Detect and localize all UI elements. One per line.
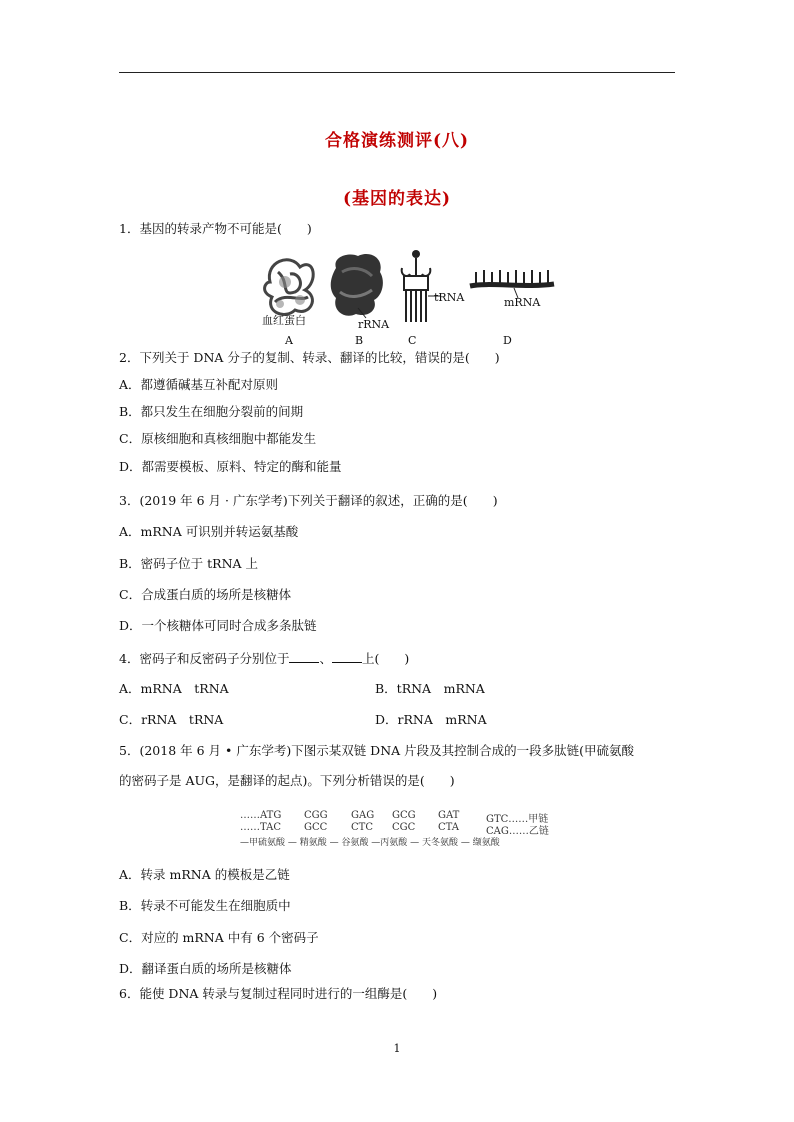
seq-row1-c2: CGG [304, 810, 328, 821]
q5-option-d: D．翻译蛋白质的场所是核糖体 [119, 961, 292, 976]
q1-stem: 1．基因的转录产物不可能是( ) [119, 221, 312, 236]
q2-option-d: D．都需要模板、原料、特定的酶和能量 [119, 459, 342, 474]
rrna-label: rRNA [358, 318, 390, 331]
q3-option-b: B．密码子位于 tRNA 上 [119, 556, 259, 571]
q1-figure [258, 246, 558, 346]
q3-option-c: C．合成蛋白质的场所是核糖体 [119, 587, 292, 602]
q5-option-c: C．对应的 mRNA 中有 6 个密码子 [119, 930, 319, 945]
fig-letter-b: B [355, 334, 364, 347]
hemoglobin-label: 血红蛋白 [262, 314, 306, 327]
fig-letter-d: D [503, 334, 512, 347]
seq-row2-c4: CGC [392, 822, 416, 833]
seq-row1-c1: ……ATG [240, 810, 282, 821]
seq-row2-c3: CTC [351, 822, 373, 833]
q5-stem-line1: 5．(2018 年 6 月 • 广东学考)下图示某双链 DNA 片段及其控制合成的一段多肽链(甲硫氨酸 [119, 743, 635, 758]
q3-option-a: A．mRNA 可识别并转运氨基酸 [119, 524, 299, 539]
q4-stem-part3: 上( ) [361, 651, 410, 666]
q4-stem-part2: 、 [319, 651, 332, 666]
q4-stem-part1: 4．密码子和反密码子分别位于 [119, 651, 290, 666]
q5-stem-line2: 的密码子是 AUG，是翻译的起点)。下列分析错误的是( ) [119, 773, 455, 788]
q4-option-d: D．rRNA mRNA [375, 712, 487, 727]
trna-illustration [394, 246, 444, 326]
q4-option-b: B．tRNA mRNA [375, 681, 485, 696]
seq-row1-c5: GAT [438, 810, 460, 821]
amino-acid-chain: —甲硫氨酸 — 精氨酸 — 谷氨酸 —丙氨酸 — 天冬氨酸 — 缬氨酸 [240, 838, 500, 848]
fig-letter-a: A [285, 334, 293, 347]
q4-option-c: C．rRNA tRNA [119, 712, 224, 727]
q5-option-b: B．转录不可能发生在细胞质中 [119, 898, 291, 913]
q4-stem [119, 650, 409, 667]
q2-option-c: C．原核细胞和真核细胞中都能发生 [119, 431, 317, 446]
dna-sequence-figure [240, 810, 560, 850]
mrna-label: mRNA [504, 296, 541, 309]
seq-row1-c4: GCG [392, 810, 416, 821]
page-title: 合格演练测评(八) [324, 131, 470, 151]
seq-row2-c5: CTA [438, 822, 459, 833]
q2-option-a: A．都遵循碱基互补配对原则 [119, 377, 279, 392]
q4-blank-1 [289, 650, 319, 663]
ribosome-illustration [328, 250, 388, 322]
q4-blank-2 [332, 650, 362, 663]
seq-row2-c6: CAG……乙链 [486, 826, 549, 837]
page-number: 1 [393, 1042, 401, 1055]
seq-row2-c1: ……TAC [240, 822, 281, 833]
q3-stem: 3．(2019 年 6 月 · 广东学考)下列关于翻译的叙述，正确的是( ) [119, 493, 498, 508]
fig-letter-c: C [408, 334, 417, 347]
q5-option-a: A．转录 mRNA 的模板是乙链 [119, 867, 290, 882]
q2-option-b: B．都只发生在细胞分裂前的间期 [119, 404, 304, 419]
q3-option-d: D．一个核糖体可同时合成多条肽链 [119, 618, 317, 633]
seq-row2-c2: GCC [304, 822, 328, 833]
q2-stem: 2．下列关于 DNA 分子的复制、转录、翻译的比较，错误的是( ) [119, 350, 500, 365]
q6-stem: 6．能使 DNA 转录与复制过程同时进行的一组酶是( ) [119, 986, 438, 1001]
q4-option-a: A．mRNA tRNA [119, 681, 229, 696]
seq-row1-c6: GTC……甲链 [486, 814, 549, 825]
header-rule [119, 72, 675, 73]
seq-row1-c3: GAG [351, 810, 375, 821]
trna-label: tRNA [434, 291, 465, 304]
page-subtitle: (基因的表达) [342, 189, 452, 209]
